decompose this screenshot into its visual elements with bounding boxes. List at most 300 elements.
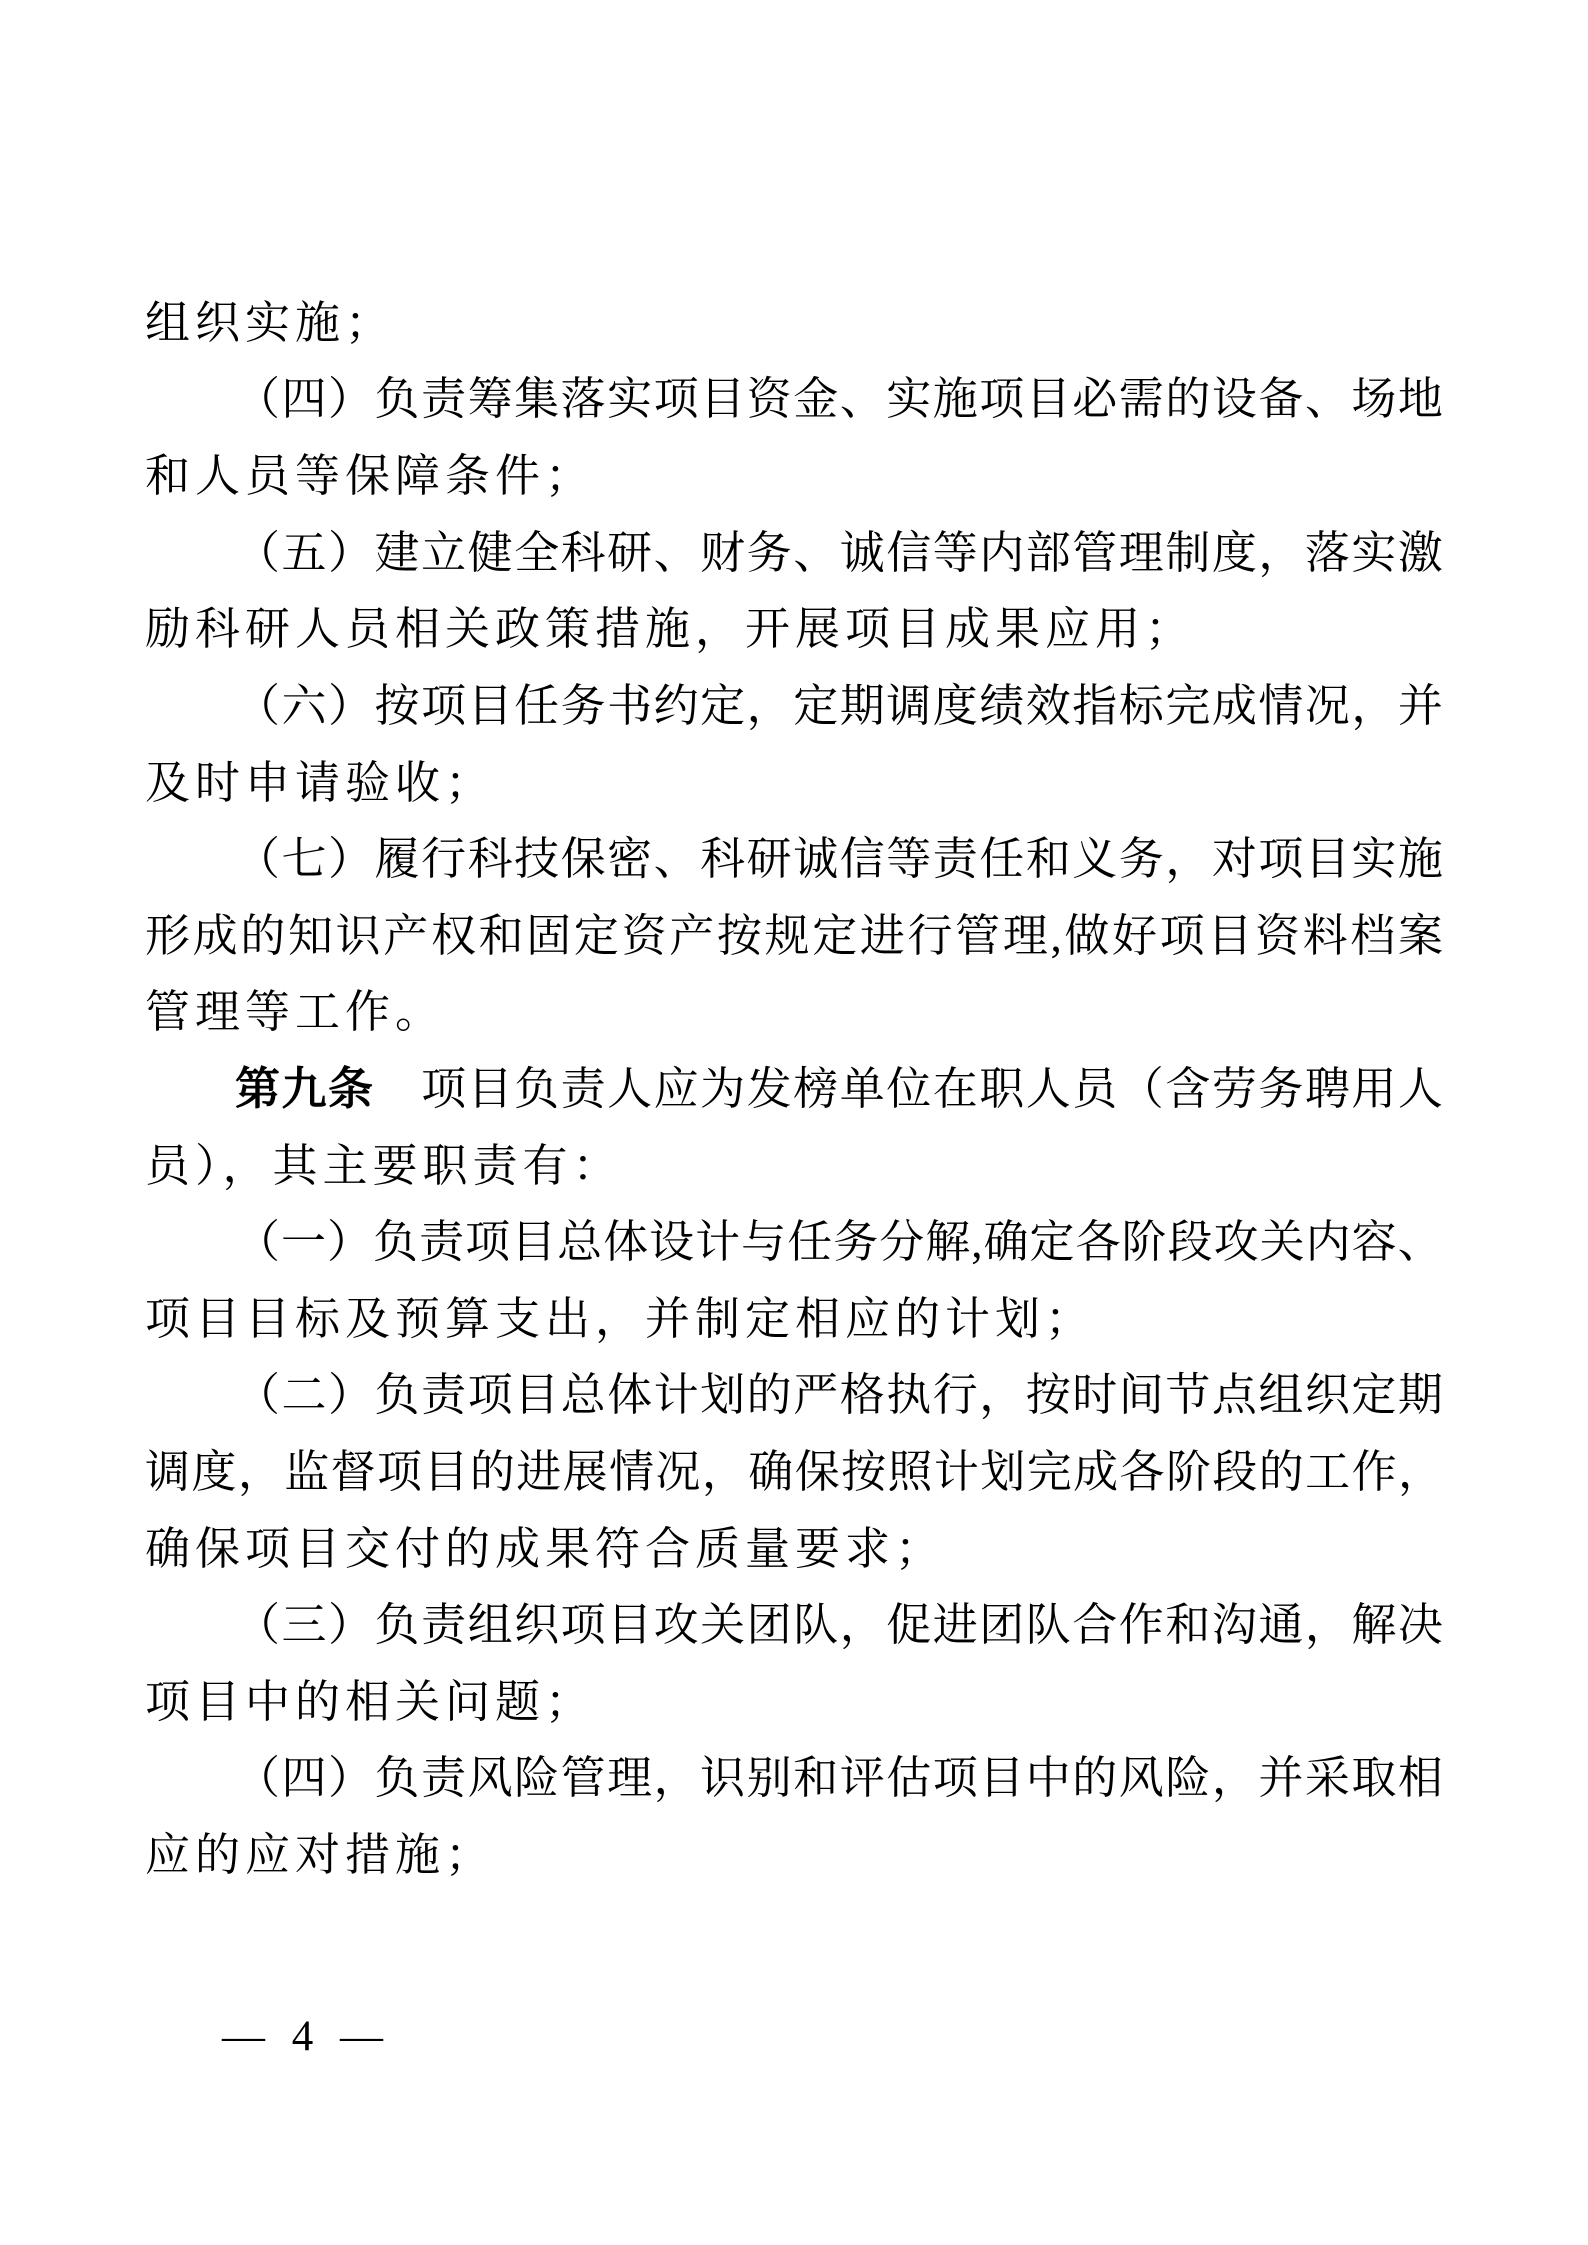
text-char: 九	[281, 1063, 327, 1114]
text-char: 健	[467, 527, 513, 578]
text-char: 的	[240, 910, 286, 961]
text-char: 密	[607, 833, 653, 884]
text-char: 标	[1118, 680, 1164, 731]
text-char: ）	[328, 680, 374, 731]
text-char: 理	[1118, 527, 1164, 578]
text-char: 并	[1397, 680, 1443, 731]
text-char: 务	[1258, 1063, 1304, 1114]
text-char: 风	[1118, 1753, 1164, 1804]
text-char: 况	[1304, 680, 1350, 731]
text-char: 的	[469, 1446, 515, 1497]
text-char: 做	[1064, 910, 1110, 961]
text-char: 目	[423, 1446, 469, 1497]
text-char: 识	[700, 1753, 746, 1804]
text-char: 的	[1258, 1446, 1304, 1497]
text-char: 目	[700, 374, 746, 425]
text-char: 和	[1025, 833, 1071, 884]
text-char: 项	[1258, 833, 1304, 884]
text-char: （	[235, 1370, 281, 1421]
text-char: 档	[1350, 910, 1396, 961]
text-char: 作	[1118, 1599, 1164, 1650]
text-char: 任	[787, 1216, 833, 1267]
text-char: ，	[1258, 527, 1304, 578]
text-char: 计	[933, 1446, 979, 1497]
text-char: 三	[281, 1599, 327, 1650]
text-line	[145, 1434, 1443, 1511]
text-char: 组	[467, 1599, 513, 1650]
text-line	[145, 821, 1443, 898]
text-char: ，	[701, 1446, 747, 1497]
text-char: 期	[1397, 1370, 1443, 1421]
text-char: ,	[971, 1216, 983, 1267]
text-run: 及时申请验收；	[145, 757, 496, 808]
text-run: 项目中的相关问题；	[145, 1676, 596, 1727]
text-char: 按	[716, 910, 762, 961]
text-run: 组织实施；	[145, 298, 396, 348]
text-line	[145, 1051, 1443, 1128]
text-char: 建	[374, 527, 420, 578]
text-char: 科	[560, 527, 606, 578]
text-char: 项	[1159, 910, 1205, 961]
text-char: 绩	[979, 680, 1025, 731]
text-char: 人	[1397, 1063, 1443, 1114]
text-line	[145, 1281, 1443, 1358]
text-char: 固	[526, 910, 572, 961]
text-char: 保	[794, 1446, 840, 1497]
text-char: ，	[746, 680, 792, 731]
text-char: 关	[1259, 1216, 1305, 1267]
text-run: 应的应对措施；	[145, 1829, 496, 1880]
text-line	[145, 285, 1443, 362]
text-char: 等	[932, 527, 978, 578]
text-char: 团	[746, 1599, 792, 1650]
text-char: 负	[374, 1753, 420, 1804]
text-char: 计	[695, 1216, 741, 1267]
text-char: 项	[377, 1446, 423, 1497]
text-char: （	[235, 1599, 281, 1650]
text-char: （	[235, 1753, 281, 1804]
text-char: 的	[746, 1370, 792, 1421]
text-char: 五	[281, 527, 327, 578]
text-char: 段	[1212, 1446, 1258, 1497]
text-char: 产	[383, 910, 429, 961]
text-char: 督	[330, 1446, 376, 1497]
text-line	[145, 745, 1443, 822]
text-char: 工	[1305, 1446, 1351, 1497]
text-char: 容	[1351, 1216, 1397, 1267]
text-char: ）	[328, 1599, 374, 1650]
text-char: 项	[467, 1370, 513, 1421]
text-char: 按	[841, 1446, 887, 1497]
text-char: 对	[1211, 833, 1257, 884]
text-char: 产	[669, 910, 715, 961]
text-char: 情	[1258, 680, 1304, 731]
text-char: 确	[748, 1446, 794, 1497]
text-char: 任	[979, 833, 1025, 884]
text-char: 项	[421, 1063, 467, 1114]
text-char: 含	[1165, 1063, 1211, 1114]
text-char: 金	[793, 374, 839, 425]
text-char: （	[1118, 1063, 1164, 1114]
text-char: 等	[886, 833, 932, 884]
text-char: 责	[421, 1753, 467, 1804]
text-char: 和	[478, 910, 524, 961]
text-char: 设	[1211, 374, 1257, 425]
text-char: 权	[430, 910, 476, 961]
text-char: 情	[609, 1446, 655, 1497]
text-char: 项	[932, 1753, 978, 1804]
text-char: 沟	[1211, 1599, 1257, 1650]
text-char: 劳	[1211, 1063, 1257, 1114]
text-run: 和人员等保障条件；	[145, 451, 596, 502]
text-char: 第	[235, 1063, 281, 1114]
text-char: 目	[1304, 833, 1350, 884]
text-char: 资	[621, 910, 667, 961]
text-char: 识	[335, 910, 381, 961]
text-char: 解	[1351, 1599, 1397, 1650]
text-char: 计	[653, 1370, 699, 1421]
text-char: 织	[1304, 1370, 1350, 1421]
text-char: 、	[1304, 374, 1350, 425]
text-char: 责	[421, 1370, 467, 1421]
text-char	[375, 1067, 420, 1112]
text-char: 四	[281, 1753, 327, 1804]
text-char: 风	[467, 1753, 513, 1804]
text-char: 展	[562, 1446, 608, 1497]
text-char: 条	[328, 1063, 374, 1114]
text-char: 单	[839, 1063, 885, 1114]
text-char: 相	[1397, 1753, 1443, 1804]
text-char: 为	[700, 1063, 746, 1114]
text-char: 一	[281, 1216, 327, 1267]
text-char: 位	[886, 1063, 932, 1114]
text-char: 促	[886, 1599, 932, 1650]
text-body	[145, 285, 1443, 1893]
text-char: 诚	[793, 833, 839, 884]
text-char: 责	[421, 374, 467, 425]
text-char: 并	[1258, 1753, 1304, 1804]
text-char: 效	[1025, 680, 1071, 731]
text-char: 管	[560, 1753, 606, 1804]
text-char: 、	[839, 374, 885, 425]
text-char: 目	[1207, 910, 1253, 961]
text-line	[145, 515, 1443, 592]
text-char: 关	[700, 1599, 746, 1650]
text-char: 六	[281, 680, 327, 731]
text-char: 必	[1072, 374, 1118, 425]
text-char: 负	[374, 374, 420, 425]
text-char: 务	[560, 680, 606, 731]
text-char: 地	[1397, 374, 1443, 425]
text-line	[145, 362, 1443, 439]
text-run: 项目目标及预算支出，并制定相应的计划；	[145, 1293, 1096, 1344]
text-char: 保	[560, 833, 606, 884]
text-char: 务	[833, 1216, 879, 1267]
text-char: 别	[746, 1753, 792, 1804]
text-char: ，	[1304, 1599, 1350, 1650]
text-char: 理	[607, 1753, 653, 1804]
text-char: 发	[746, 1063, 792, 1114]
text-char: 制	[1165, 527, 1211, 578]
text-char: 的	[1165, 374, 1211, 425]
text-char: 险	[514, 1753, 560, 1804]
text-char: 职	[979, 1063, 1025, 1114]
text-char: 实	[886, 374, 932, 425]
text-char: 攻	[1213, 1216, 1259, 1267]
text-char: 点	[1211, 1370, 1257, 1421]
text-char: 目	[607, 1599, 653, 1650]
text-char: 责	[932, 833, 978, 884]
text-char: 估	[886, 1753, 932, 1804]
text-char: ）	[328, 1753, 374, 1804]
text-char: 义	[1072, 833, 1118, 884]
text-char: ）	[327, 1216, 373, 1267]
text-char: ，	[1165, 833, 1211, 884]
text-char: ）	[328, 833, 374, 884]
text-char: 七	[281, 833, 327, 884]
text-char: 作	[1351, 1446, 1397, 1497]
text-char: 任	[514, 680, 560, 731]
text-char: 取	[1351, 1753, 1397, 1804]
text-char: 负	[374, 1599, 420, 1650]
text-char: 定	[700, 680, 746, 731]
text-char: 施	[1397, 833, 1443, 884]
text-char: 总	[560, 1370, 606, 1421]
text-char: 度	[191, 1446, 237, 1497]
text-char: 织	[514, 1599, 560, 1650]
text-char: 中	[1025, 1753, 1071, 1804]
text-char: 评	[839, 1753, 885, 1804]
text-line	[145, 898, 1443, 975]
text-char: 书	[607, 680, 653, 731]
text-char: ，	[237, 1446, 283, 1497]
text-char: 各	[1075, 1216, 1121, 1267]
text-char: 落	[1304, 527, 1350, 578]
text-char: 激	[1397, 527, 1443, 578]
page-number: — 4 —	[222, 2013, 391, 2060]
text-char: 度	[932, 680, 978, 731]
text-line	[145, 591, 1443, 668]
text-char: 项	[421, 680, 467, 731]
text-char: 目	[979, 1753, 1025, 1804]
text-char: 研	[746, 833, 792, 884]
text-char: 落	[560, 374, 606, 425]
text-char: 划	[700, 1370, 746, 1421]
text-char: 务	[1118, 833, 1164, 884]
text-char: 和	[1165, 1599, 1211, 1650]
text-char: 立	[421, 527, 467, 578]
text-char: 约	[653, 680, 699, 731]
text-char: 按	[1025, 1370, 1071, 1421]
text-char: ，	[979, 1370, 1025, 1421]
text-char: 项	[979, 374, 1025, 425]
text-char: 定	[1029, 1216, 1075, 1267]
text-char: 完	[1026, 1446, 1072, 1497]
text-line	[145, 1357, 1443, 1434]
text-char: 度	[1211, 527, 1257, 578]
text-char: 料	[1302, 910, 1348, 961]
text-char: 团	[979, 1599, 1025, 1650]
text-char: 形	[145, 910, 191, 961]
text-char: 责	[560, 1063, 606, 1114]
text-char: 责	[419, 1216, 465, 1267]
text-char: 资	[746, 374, 792, 425]
text-char: 按	[374, 680, 420, 731]
text-char: ,	[1050, 910, 1062, 961]
text-char: 定	[1351, 1370, 1397, 1421]
text-char: 履	[374, 833, 420, 884]
text-char: 科	[467, 833, 513, 884]
text-char: 目	[511, 1216, 557, 1267]
text-char: 成	[192, 910, 238, 961]
text-char: 目	[467, 680, 513, 731]
text-char: 采	[1304, 1753, 1350, 1804]
text-char: 全	[514, 527, 560, 578]
text-char: 责	[421, 1599, 467, 1650]
text-line	[145, 1587, 1443, 1664]
text-char: 资	[1254, 910, 1300, 961]
text-char: 科	[700, 833, 746, 884]
text-line	[145, 1511, 1443, 1588]
text-line	[145, 1128, 1443, 1205]
text-char: 和	[793, 1753, 839, 1804]
text-char: 用	[1351, 1063, 1397, 1114]
text-char: （	[235, 1216, 281, 1267]
text-char: （	[235, 374, 281, 425]
text-char: 员	[1072, 1063, 1118, 1114]
text-char: 行	[907, 910, 953, 961]
text-char: 格	[839, 1370, 885, 1421]
text-char: 信	[839, 833, 885, 884]
text-char: 的	[1072, 1753, 1118, 1804]
text-char: 技	[514, 833, 560, 884]
text-char: 财	[700, 527, 746, 578]
text-char: 负	[373, 1216, 419, 1267]
text-char: 项	[653, 374, 699, 425]
text-char: 内	[1305, 1216, 1351, 1267]
text-line	[145, 668, 1443, 745]
text-run: 确保项目交付的成果符合质量要求；	[145, 1523, 946, 1574]
text-char: 严	[793, 1370, 839, 1421]
text-char: （	[235, 527, 281, 578]
text-char: 通	[1258, 1599, 1304, 1650]
text-char: ，	[653, 1753, 699, 1804]
text-char: 目	[514, 1370, 560, 1421]
text-char: 确	[983, 1216, 1029, 1267]
text-char: 需	[1118, 374, 1164, 425]
text-char: 队	[1025, 1599, 1071, 1650]
text-char: 诚	[839, 527, 885, 578]
text-char: 管	[955, 910, 1001, 961]
text-char: 人	[1025, 1063, 1071, 1114]
text-char: 在	[932, 1063, 978, 1114]
text-char: 负	[514, 1063, 560, 1114]
text-char: 间	[1118, 1370, 1164, 1421]
text-char: 成	[1073, 1446, 1119, 1497]
text-char: 划	[980, 1446, 1026, 1497]
text-char: 管	[1072, 527, 1118, 578]
text-char: 项	[465, 1216, 511, 1267]
text-char: ，	[1211, 1753, 1257, 1804]
text-char: 务	[746, 527, 792, 578]
text-char: 段	[1167, 1216, 1213, 1267]
text-char: 集	[514, 374, 560, 425]
text-char: 、	[1397, 1216, 1443, 1267]
text-char: 队	[793, 1599, 839, 1650]
text-char: 二	[281, 1370, 327, 1421]
text-char: ）	[328, 527, 374, 578]
text-char: 筹	[467, 374, 513, 425]
text-line	[145, 438, 1443, 515]
text-char: 理	[1002, 910, 1048, 961]
text-char: 定	[793, 680, 839, 731]
text-char: 指	[1072, 680, 1118, 731]
text-char: 解	[925, 1216, 971, 1267]
text-char: ）	[328, 374, 374, 425]
text-char: 信	[886, 527, 932, 578]
text-char: ，	[1351, 680, 1397, 731]
text-char: 四	[281, 374, 327, 425]
text-char: 场	[1351, 374, 1397, 425]
text-run: 励科研人员相关政策措施，开展项目成果应用；	[145, 604, 1196, 655]
text-char: 聘	[1304, 1063, 1350, 1114]
text-char: 阶	[1121, 1216, 1167, 1267]
text-char: 实	[607, 374, 653, 425]
text-char: 与	[741, 1216, 787, 1267]
text-char: 执	[886, 1370, 932, 1421]
text-char: ，	[839, 1599, 885, 1650]
text-char: 研	[607, 527, 653, 578]
text-char: 应	[653, 1063, 699, 1114]
text-line	[145, 1664, 1443, 1741]
text-char: ，	[1397, 1446, 1443, 1497]
text-char: 况	[655, 1446, 701, 1497]
text-char: 成	[1211, 680, 1257, 731]
text-char: 、	[793, 527, 839, 578]
text-char: 决	[1397, 1599, 1443, 1650]
text-char: 各	[1119, 1446, 1165, 1497]
text-char: ）	[328, 1370, 374, 1421]
text-run: 管理等工作。	[145, 987, 446, 1038]
text-run: 员），其主要职责有：	[145, 1140, 623, 1191]
text-char: 照	[887, 1446, 933, 1497]
text-char: 合	[1072, 1599, 1118, 1650]
text-char: 进	[516, 1446, 562, 1497]
text-char: 行	[932, 1370, 978, 1421]
text-char: 时	[1072, 1370, 1118, 1421]
text-char: 规	[764, 910, 810, 961]
text-char: 监	[284, 1446, 330, 1497]
text-char: 定	[573, 910, 619, 961]
text-char: 进	[932, 1599, 978, 1650]
text-char: 负	[374, 1370, 420, 1421]
text-char: 分	[879, 1216, 925, 1267]
text-char: 节	[1165, 1370, 1211, 1421]
text-char: 进	[859, 910, 905, 961]
text-char: 知	[287, 910, 333, 961]
text-char: 内	[979, 527, 1025, 578]
text-char: 完	[1165, 680, 1211, 731]
text-char: 目	[1025, 374, 1071, 425]
text-char: （	[235, 833, 281, 884]
text-char: 目	[467, 1063, 513, 1114]
text-line	[145, 1740, 1443, 1817]
text-char: 攻	[653, 1599, 699, 1650]
text-char: 行	[421, 833, 467, 884]
text-char: 、	[653, 833, 699, 884]
text-char: 人	[607, 1063, 653, 1114]
text-line	[145, 1817, 1443, 1894]
